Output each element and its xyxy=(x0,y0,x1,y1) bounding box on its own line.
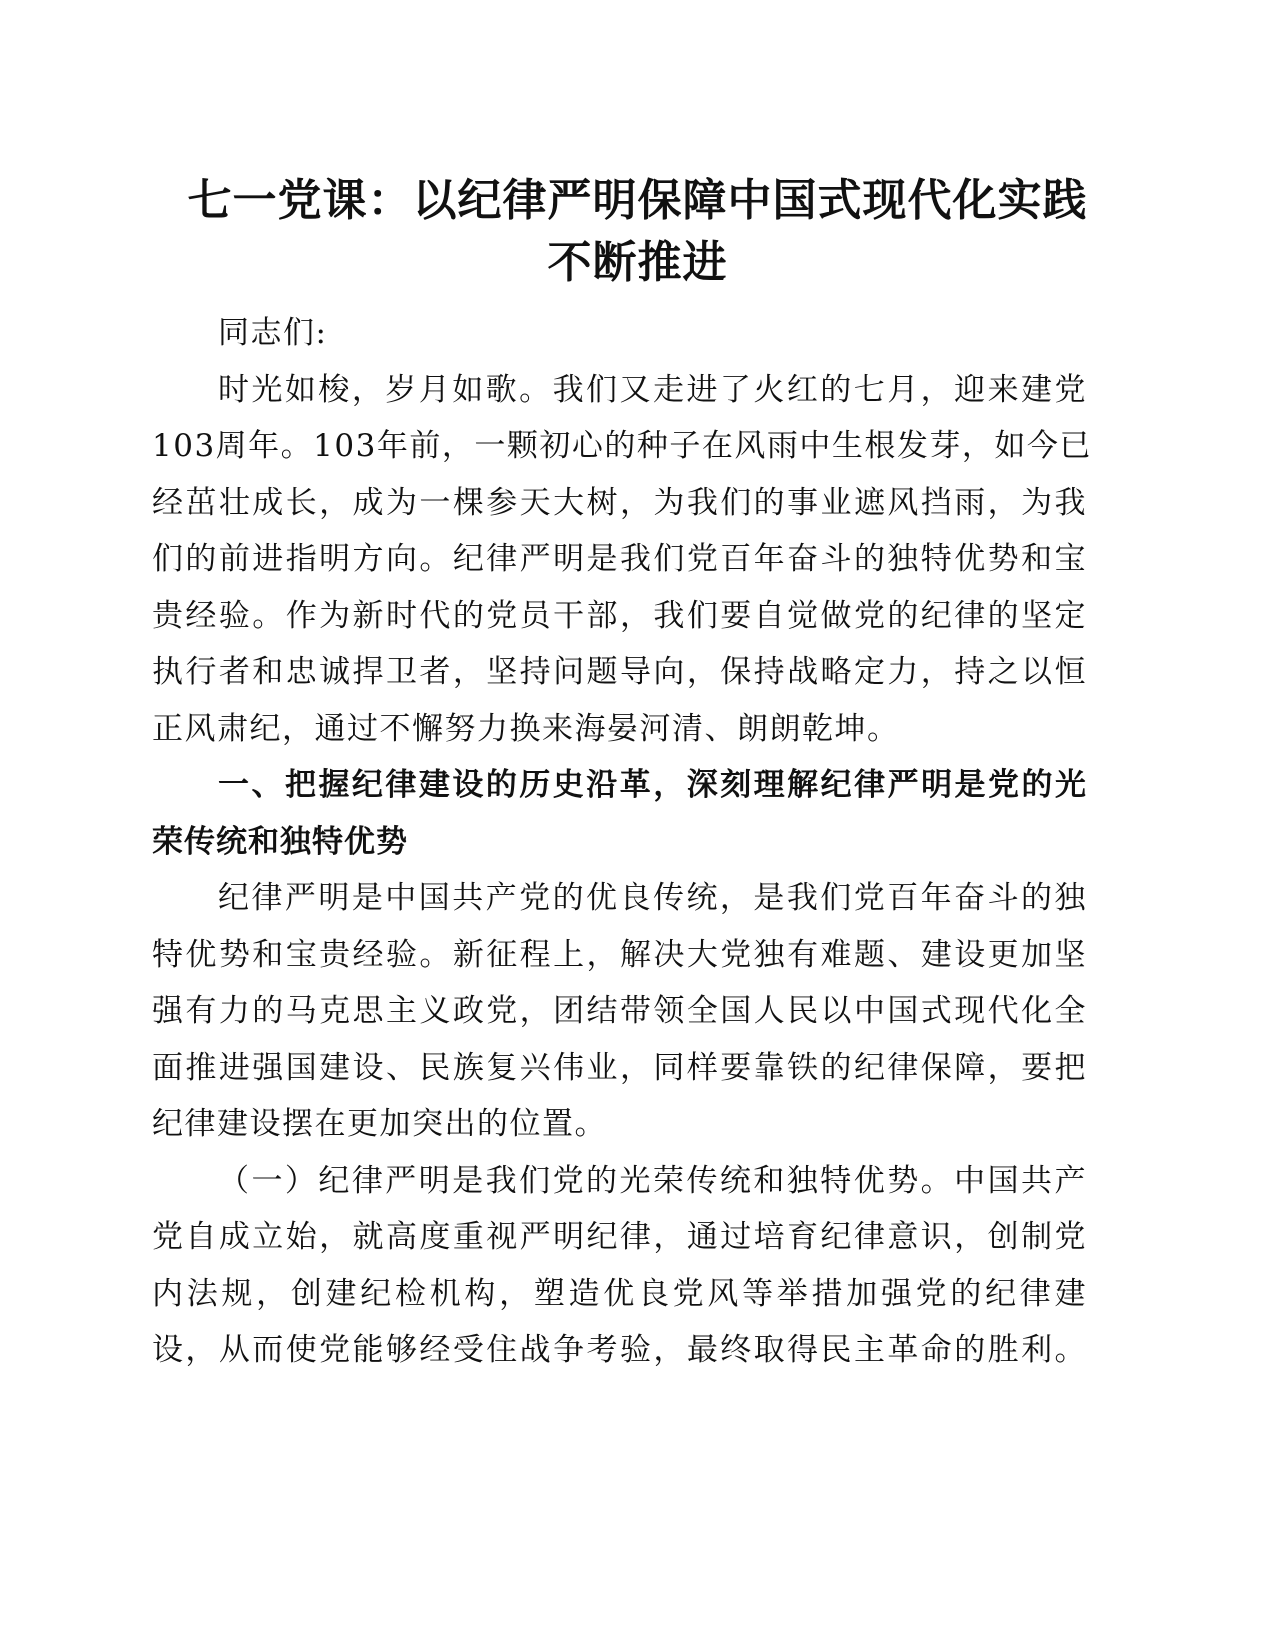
paragraph-line: 党自成立始，就高度重视严明纪律，通过培育纪律意识，创制党 xyxy=(152,1219,1087,1255)
paragraph-line: 设，从而使党能够经受住战争考验，最终取得民主革命的胜利。 xyxy=(152,1332,1087,1368)
paragraph-line: 纪律严明是中国共产党的优良传统，是我们党百年奋斗的独 xyxy=(218,880,1087,916)
paragraph-line: 面推进强国建设、民族复兴伟业，同样要靠铁的纪律保障，要把 xyxy=(152,1049,1087,1086)
paragraph-line: 内法规，创建纪检机构，塑造优良党风等举措加强党的纪律建 xyxy=(152,1275,1087,1312)
paragraph-subsection-1 xyxy=(152,1153,1087,1379)
heading-line: 一、把握纪律建设的历史沿革，深刻理解纪律严明是党的光 xyxy=(218,767,1087,803)
section-heading-1 xyxy=(152,757,1087,870)
title-line: 不断推进 xyxy=(547,237,728,288)
paragraph-line: 正风肃纪，通过不懈努力换来海晏河清、朗朗乾坤。 xyxy=(152,710,900,747)
paragraph-line: （一）纪律严明是我们党的光荣传统和独特优势。中国共产 xyxy=(218,1162,1087,1199)
paragraph-line: 执行者和忠诚捍卫者，坚持问题导向，保持战略定力，持之以恒 xyxy=(152,654,1087,690)
paragraph-section1 xyxy=(152,870,1087,1153)
paragraph-line: 经茁壮成长，成为一棵参天大树，为我们的事业遮风挡雨，为我 xyxy=(152,484,1087,521)
document-body xyxy=(152,305,1092,1379)
paragraph-line: 纪律建设摆在更加突出的位置。 xyxy=(152,1106,607,1142)
greeting: 同志们: xyxy=(218,315,328,351)
document-title xyxy=(120,170,1155,294)
paragraph-line: 们的前进指明方向。纪律严明是我们党百年奋斗的独特优势和宝 xyxy=(152,541,1087,577)
paragraph-intro xyxy=(152,362,1092,758)
paragraph-line: 强有力的马克思主义政党，团结带领全国人民以中国式现代化全 xyxy=(152,993,1087,1029)
paragraph-line: 贵经验。作为新时代的党员干部，我们要自觉做党的纪律的坚定 xyxy=(152,597,1087,634)
paragraph-line: 特优势和宝贵经验。新征程上，解决大党独有难题、建设更加坚 xyxy=(152,936,1087,973)
title-line: 七一党课：以纪律严明保障中国式现代化实践 xyxy=(187,175,1088,226)
paragraph-line: 103周年。103年前，一颗初心的种子在风雨中生根发芽，如今已 xyxy=(152,428,1092,464)
heading-line: 荣传统和独特优势 xyxy=(152,823,408,860)
paragraph-line: 时光如梭，岁月如歌。我们又走进了火红的七月，迎来建党 xyxy=(218,371,1087,408)
